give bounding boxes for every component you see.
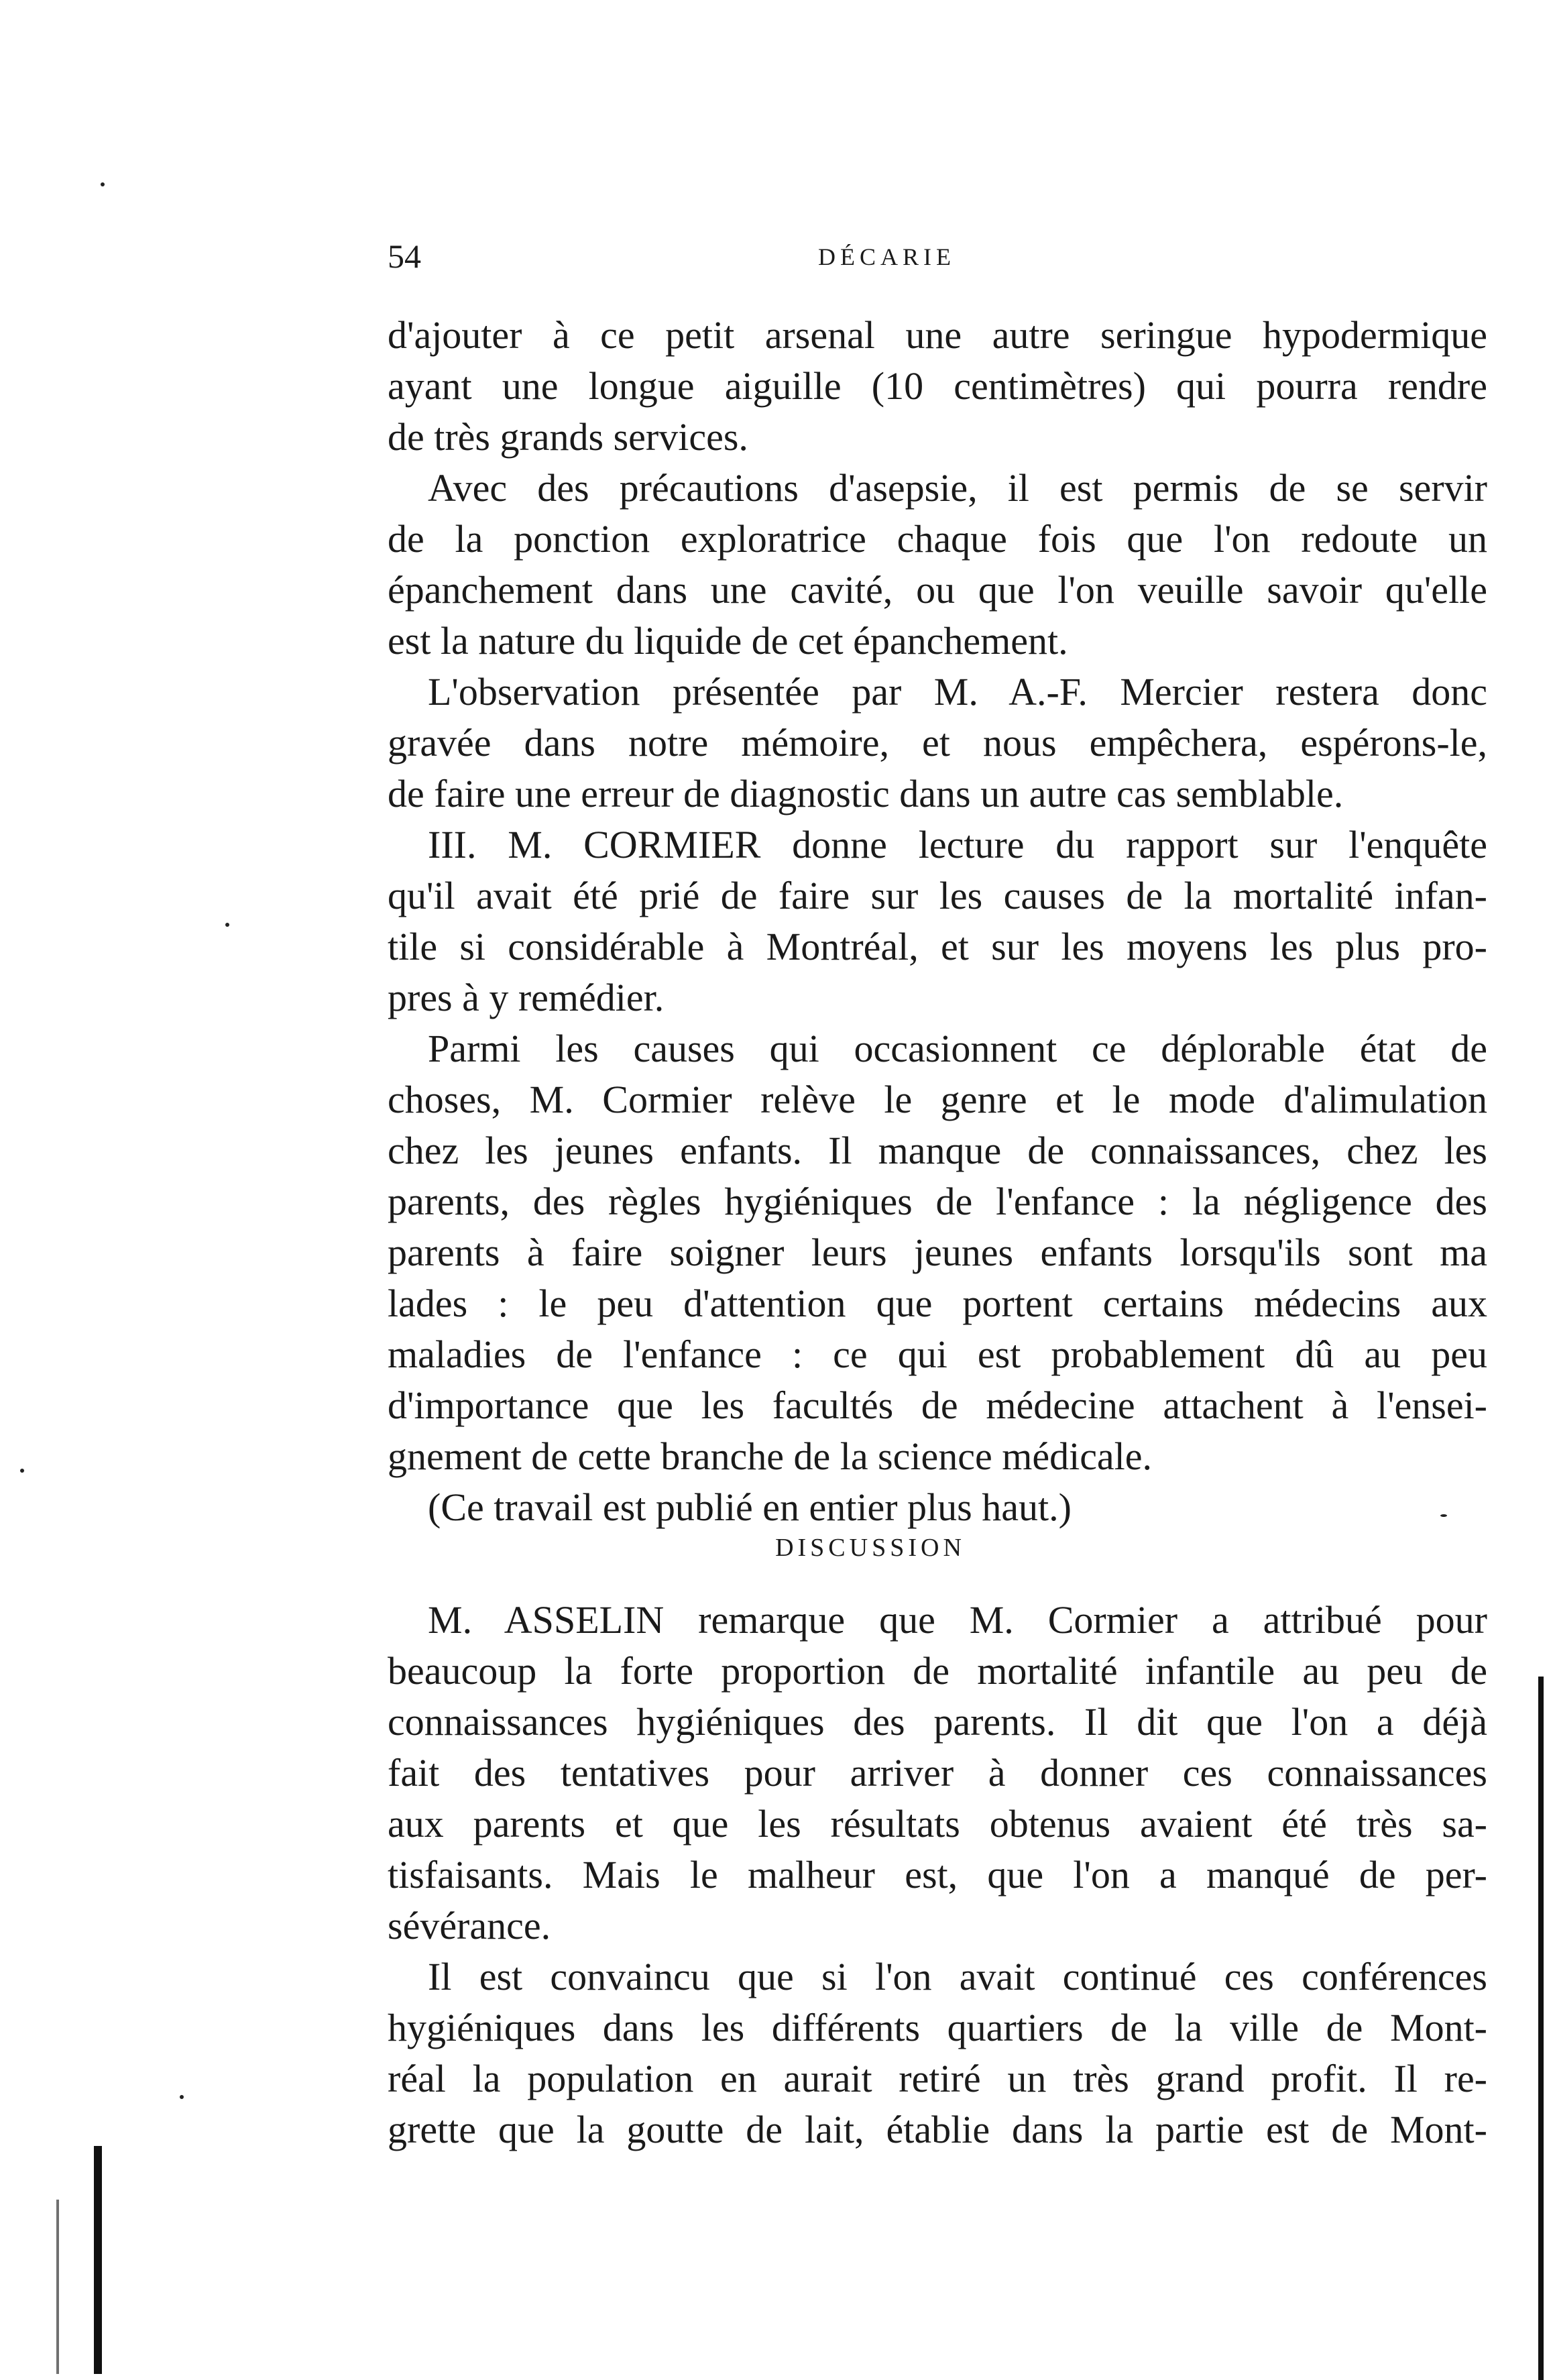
- text-line: connaissances hygiéniques des parents. Il dit que l'on a déjà: [388, 1700, 1487, 1744]
- text-line: de la ponction exploratrice chaque fois que l'on redoute un: [388, 517, 1487, 561]
- text-line: aux parents et que les résultats obtenus avaient été très sa-: [388, 1802, 1487, 1846]
- text-line: III. M. CORMIER donne lecture du rapport sur l'enquête: [428, 823, 1487, 866]
- scan-speck: [1440, 1514, 1447, 1517]
- text-line: de très grands services.: [388, 415, 748, 459]
- text-line: parents, des règles hygiéniques de l'enfance : la négligence des: [388, 1180, 1487, 1223]
- text-line: grette que la goutte de lait, établie dans la partie est de Mont-: [388, 2108, 1487, 2151]
- text-line: Il est convaincu que si l'on avait continué ces conférences: [428, 1955, 1487, 1998]
- text-line: ayant une longue aiguille (10 centimètres) qui pourra rendre: [388, 364, 1487, 408]
- text-line: réal la population en aurait retiré un très grand profit. Il re-: [388, 2057, 1487, 2100]
- text-line: choses, M. Cormier relève le genre et le mode d'alimulation: [388, 1078, 1487, 1121]
- text-line: qu'il avait été prié de faire sur les causes de la mortalité infan-: [388, 874, 1487, 917]
- text-line: gravée dans notre mémoire, et nous empêchera, espérons-le,: [388, 721, 1487, 764]
- binding-edge-left: [94, 2146, 102, 2374]
- text-line: lades : le peu d'attention que portent certains médecins aux: [388, 1282, 1487, 1325]
- text-line: gnement de cette branche de la science médicale.: [388, 1434, 1153, 1478]
- text-line: L'observation présentée par M. A.-F. Mercier restera donc: [428, 670, 1487, 714]
- running-head: DÉCARIE: [818, 243, 956, 270]
- text-line: fait des tentatives pour arriver à donner ces connaissances: [388, 1751, 1487, 1795]
- text-line: parents à faire soigner leurs jeunes enfants lorsqu'ils sont ma: [388, 1231, 1487, 1274]
- text-line: d'ajouter à ce petit arsenal une autre seringue hypodermique: [388, 313, 1487, 357]
- text-line: Parmi les causes qui occasionnent ce déplorable état de: [428, 1027, 1487, 1070]
- text-line: tile si considérable à Montréal, et sur les moyens les plus pro-: [388, 925, 1487, 968]
- text-line: maladies de l'enfance : ce qui est probablement dû au peu: [388, 1333, 1487, 1376]
- text-line: d'importance que les facultés de médecine attachent à l'ensei-: [388, 1383, 1487, 1427]
- scan-speck: [20, 1469, 24, 1473]
- text-line: pres à y remédier.: [388, 976, 665, 1019]
- text-line: de faire une erreur de diagnostic dans un autre cas semblable.: [388, 772, 1344, 815]
- text-line: beaucoup la forte proportion de mortalité infantile au peu de: [388, 1649, 1487, 1693]
- page-number: 54: [388, 237, 421, 275]
- text-line: chez les jeunes enfants. Il manque de connaissances, chez les: [388, 1129, 1487, 1172]
- text-line: sévérance.: [388, 1904, 551, 1947]
- scan-speck: [180, 2095, 184, 2099]
- text-line: épanchement dans une cavité, ou que l'on veuille savoir qu'elle: [388, 568, 1487, 612]
- text-block-discussion: [388, 1595, 1487, 2155]
- scan-speck: [225, 923, 229, 927]
- binding-edge-right: [1538, 1677, 1544, 2380]
- binding-edge-left-inner: [56, 2200, 59, 2374]
- text-line: hygiéniques dans les différents quartiers de la ville de Mont-: [388, 2006, 1487, 2049]
- section-heading: DISCUSSION: [775, 1534, 966, 1562]
- text-line: (Ce travail est publié en entier plus haut.): [428, 1485, 1072, 1529]
- text-line: Avec des précautions d'asepsie, il est permis de se servir: [428, 466, 1487, 510]
- scan-speck: [101, 182, 105, 186]
- text-line: tisfaisants. Mais le malheur est, que l'on a manqué de per-: [388, 1853, 1487, 1896]
- text-line: M. ASSELIN remarque que M. Cormier a attribué pour: [428, 1598, 1487, 1642]
- text-block-main: [388, 310, 1487, 1533]
- text-line: est la nature du liquide de cet épanchement.: [388, 619, 1068, 663]
